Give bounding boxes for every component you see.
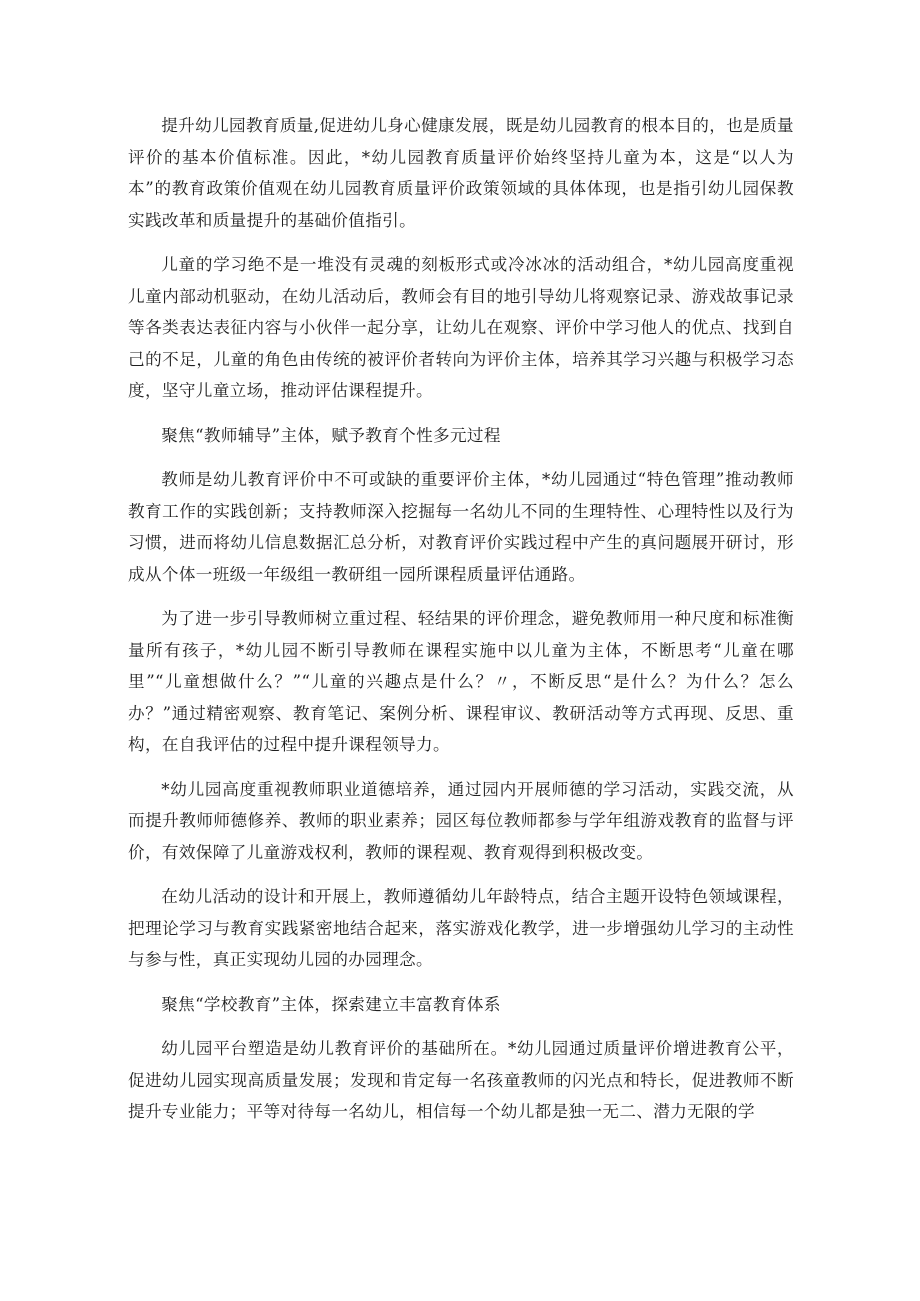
document-body: [128, 110, 794, 1141]
paragraph-platform: 幼儿园平台塑造是幼儿教育评价的基础所在。*幼儿园通过质量评价增进教育公平，促进幼儿园实现高质量发展；发现和肯定每一名孩童教师的闪光点和特长，促进教师不断提升专业能力；平等对待每一名幼儿，相信每一个幼儿都是独一无二、潜力无限的学: [128, 1039, 794, 1121]
paragraph-activity-design: 在幼儿活动的设计和开展上，教师遵循幼儿年龄特点，结合主题开设特色领域课程，把理论学习与教育实践紧密地结合起来，落实游戏化教学，进一步增强幼儿学习的主动性与参与性，真正实现幼儿园的办园理念。: [128, 887, 794, 969]
section-heading-teacher-guidance: 聚焦“教师辅导”主体，赋予教育个性多元过程: [161, 425, 501, 445]
paragraph-teacher-ethics: *幼儿园高度重视教师职业道德培养，通过园内开展师德的学习活动，实践交流，从而提升教师师德修养、教师的职业素养；园区每位教师都参与学年组游戏教育的监督与评价，有效保障了儿童游戏权利，教师的课程观、教育观得到积极改变。: [128, 779, 794, 862]
paragraph-process-evaluation: 为了进一步引导教师树立重过程、轻结果的评价理念，避免教师用一种尺度和标准衡量所有孩子，*幼儿园不断引导教师在课程实施中以儿童为主体，不断思考“儿童在哪里”“儿童想做什么？”“儿童的兴趣点是什么？〃，不断反思“是什么？为什么？怎么办？”通过精密观察、教育笔记、案例分析、课程审议、教研活动等方式再现、反思、重构，在自我评估的过程中提升课程领导力。: [128, 609, 794, 754]
paragraph-teacher-evaluation: 教师是幼儿教育评价中不可或缺的重要评价主体，*幼儿园通过“特色管理”推动教师教育工作的实践创新；支持教师深入挖掘每一名幼儿不同的生理特性、心理特性以及行为习惯，进而将幼儿信息数据汇总分析，对教育评价实践过程中产生的真问题展开研讨，形成从个体一班级一年级组一教研组一园所课程质量评估通路。: [128, 470, 794, 584]
section-heading-school-education: 聚焦“学校教育”主体，探索建立丰富教育体系: [161, 994, 501, 1014]
paragraph-child-learning: 儿童的学习绝不是一堆没有灵魂的刻板形式或冷冰冰的活动组合，*幼儿园高度重视儿童内部动机驱动，在幼儿活动后，教师会有目的地引导幼儿将观察记录、游戏故事记录等各类表达表征内容与小伙伴一起分享，让幼儿在观察、评价中学习他人的优点、找到自己的不足，儿童的角色由传统的被评价者转向为评价主体，培养其学习兴趣与积极学习态度，坚守儿童立场，推动评估课程提升。: [128, 255, 794, 400]
paragraph-quality-standard: 提升幼儿园教育质量,促进幼儿身心健康发展，既是幼儿园教育的根本目的，也是质量评价的基本价值标准。因此，*幼儿园教育质量评价始终坚持儿童为本，这是“以人为本”的教育政策价值观在幼儿园教育质量评价政策领域的具体体现，也是指引幼儿园保教实践改革和质量提升的基础价值指引。: [128, 116, 794, 230]
